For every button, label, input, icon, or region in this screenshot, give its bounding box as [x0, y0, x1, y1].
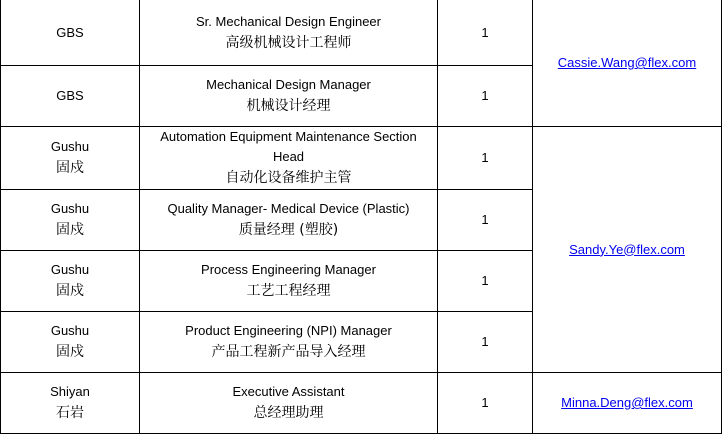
position-title-en: Product Engineering (NPI) Manager — [185, 323, 392, 338]
location-zh: 固戍 — [56, 222, 84, 238]
location-cell — [1, 251, 140, 312]
location-en: Gushu — [50, 323, 90, 338]
headcount-cell: 1 — [438, 373, 533, 434]
position-title-zh: 机械设计经理 — [246, 98, 331, 114]
location-en: Gushu — [50, 262, 90, 277]
position-cell — [140, 251, 438, 312]
location-zh: 固戍 — [56, 160, 84, 176]
position-title-zh: 自动化设备维护主管 — [225, 170, 352, 186]
contact-email-link[interactable]: Sandy.Ye@flex.com — [569, 241, 685, 257]
contact-cell — [533, 0, 722, 127]
position-title-zh: 总经理助理 — [253, 405, 324, 421]
location-cell — [1, 373, 140, 434]
contact-cell — [533, 373, 722, 434]
location-en: GBS — [56, 88, 84, 103]
table-row — [1, 373, 722, 434]
location-cell — [1, 127, 140, 190]
position-title-en: Executive Assistant — [232, 384, 345, 399]
headcount-cell: 1 — [438, 251, 533, 312]
position-title-en: Mechanical Design Manager — [206, 77, 371, 92]
table-row — [1, 0, 722, 66]
headcount-cell: 1 — [438, 312, 533, 373]
position-cell — [140, 373, 438, 434]
location-zh: 固戍 — [56, 344, 84, 360]
location-cell — [1, 66, 140, 127]
headcount-cell: 1 — [438, 127, 533, 190]
position-cell — [140, 127, 438, 190]
position-title-zh: 产品工程新产品导入经理 — [211, 344, 366, 360]
location-en: GBS — [56, 24, 84, 40]
location-cell — [1, 0, 140, 66]
position-cell — [140, 0, 438, 66]
position-title-en: Sr. Mechanical Design Engineer — [196, 13, 381, 29]
location-en: Gushu — [50, 201, 90, 216]
location-en: Shiyan — [50, 384, 90, 399]
headcount-cell: 1 — [438, 0, 533, 66]
headcount-cell: 1 — [438, 66, 533, 127]
position-title-zh: 质量经理 (塑胶) — [238, 222, 339, 238]
location-zh: 石岩 — [56, 405, 84, 421]
position-title-en: Quality Manager- Medical Device (Plastic) — [167, 201, 410, 216]
position-title-en: Automation Equipment Maintenance Section Head — [160, 129, 417, 164]
position-cell — [140, 190, 438, 251]
contact-cell — [533, 127, 722, 373]
table-row — [1, 127, 722, 190]
position-title-zh: 高级机械设计工程师 — [225, 34, 352, 51]
position-title-en: Process Engineering Manager — [201, 262, 376, 277]
position-cell — [140, 66, 438, 127]
headcount-cell: 1 — [438, 190, 533, 251]
position-cell — [140, 312, 438, 373]
contact-email-link[interactable]: Cassie.Wang@flex.com — [557, 55, 697, 70]
location-en: Gushu — [50, 139, 90, 154]
contact-email-link[interactable]: Minna.Deng@flex.com — [561, 395, 693, 410]
location-cell — [1, 190, 140, 251]
location-cell — [1, 312, 140, 373]
location-zh: 固戍 — [56, 283, 84, 299]
position-title-zh: 工艺工程经理 — [246, 283, 331, 299]
